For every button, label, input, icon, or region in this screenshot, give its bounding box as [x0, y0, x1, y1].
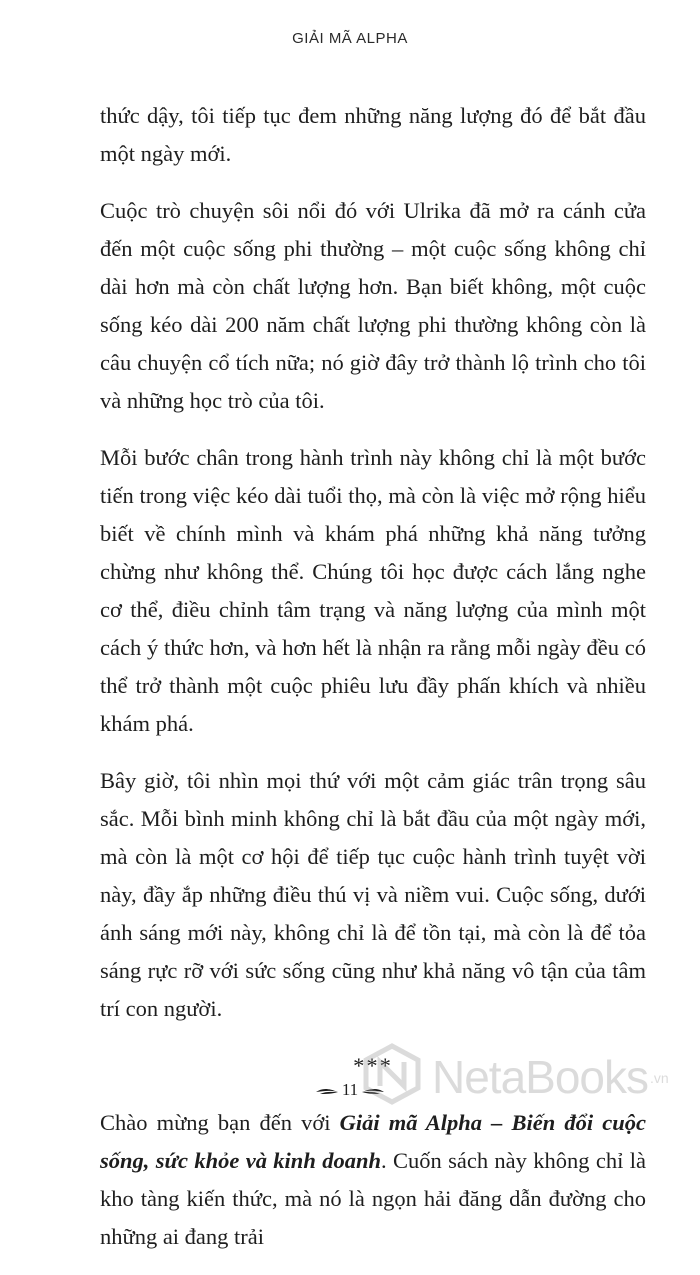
netabooks-logo-icon [360, 1042, 424, 1106]
book-title: Giải mã Alpha – Biến đổi cuộc sống, sức khỏe và kinh doanh [100, 1110, 647, 1173]
paragraph-4: Bây giờ, tôi nhìn mọi thứ với một cảm giác trân trọng sâu sắc. Mỗi bình minh không chỉ là bắt đầu của một ngày mới, mà còn là một cơ hội để tiếp tục cuộc hành trình tuyệt vời này, đầy ắp những điều thú vị và niềm vui. Cuộc sống, dưới ánh sáng mới này, không chỉ là để tồn tại, mà còn là để tỏa sáng rực rỡ với sức sống cũng như khả năng vô tận của tâm trí con người. [100, 768, 646, 1021]
netabooks-watermark [360, 1042, 690, 1112]
paragraph-1: thức dậy, tôi tiếp tục đem những năng lượng đó để bắt đầu một ngày mới. [100, 103, 646, 166]
paragraph-2: Cuộc trò chuyện sôi nổi đó với Ulrika đã mở ra cánh cửa đến một cuộc sống phi thường – một cuộc sống không chỉ dài hơn mà còn chất lượng hơn. Bạn biết không, một cuộc sống kéo dài 200 năm chất lượng phi thường không còn là câu chuyện cổ tích nữa; nó giờ đây trở thành lộ trình cho tôi và những học trò của tôi. [100, 198, 646, 413]
paragraph-5 [100, 1104, 646, 1256]
paragraph-3: Mỗi bước chân trong hành trình này không chỉ là một bước tiến trong việc kéo dài tuổi thọ, mà còn là việc mở rộng hiểu biết về chính mình và khám phá những khả năng tưởng chừng như không thể. Chúng tôi học được cách lắng nghe cơ thể, điều chỉnh tâm trạng và năng lượng của mình một cách ý thức hơn, và hơn hết là nhận ra rằng mỗi ngày đều có thể trở thành một cuộc phiêu lưu đầy phấn khích và nhiều khám phá. [100, 445, 646, 736]
watermark-brand: NetaBooks [432, 1051, 649, 1103]
watermark-suffix: .vn [650, 1070, 669, 1086]
section-separator: *** [353, 1053, 393, 1078]
paragraph-5-lead: Chào mừng bạn đến với [100, 1110, 340, 1135]
running-title: GIẢI MÃ ALPHA [292, 30, 408, 47]
paragraph-5-rest: . Cuốn sách này không chỉ là kho tàng kiến thức, mà nó là ngọn hải đăng dẫn đường cho những ai đang trải [100, 1148, 646, 1249]
page-number: 11 [341, 1080, 359, 1099]
left-ornament-icon [316, 1081, 338, 1101]
